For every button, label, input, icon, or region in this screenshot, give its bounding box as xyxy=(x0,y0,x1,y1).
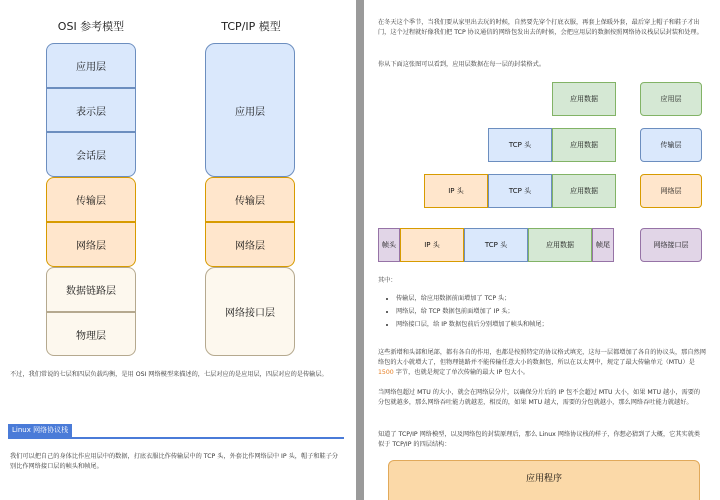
mtu-text-a: 这些新增和头部和尾部，都有各自的作用，也都是按照特定的协议格式填充，这每一层都增加了各自的协议头，那自然网络包的大小就增大了，但物理链路并不能传输任意大小的数据包，所以在以太网中，规定了最大传输单元（MTU）是 xyxy=(378,349,706,366)
encap-app-data-4: 应用数据 xyxy=(528,228,592,262)
label-application-layer: 应用层 xyxy=(640,82,702,116)
right-page xyxy=(364,0,720,500)
encap-bullet-list xyxy=(388,292,706,331)
mtu-value: 1500 xyxy=(378,369,394,376)
encap-app-data-2: 应用数据 xyxy=(552,128,616,162)
encap-frame-tail: 帧尾 xyxy=(592,228,614,262)
osi-session-layer: 会话层 xyxy=(46,132,136,177)
encap-app-data-1: 应用数据 xyxy=(552,82,616,116)
tcpip-application-layer: 应用层 xyxy=(205,43,295,177)
mtu-text-b: 字节，也就是规定了单次传输的最大 IP 包大小。 xyxy=(395,369,529,376)
bullet-item: • 网络层，给 TCP 数据包前面增加了 IP 头； xyxy=(396,305,706,318)
paragraph-load-balancing: 不过，我们常说的七层和四层负载均衡，是用 OSI 网络模型来描述的，七层对应的是应用层，四层对应的是传输层。 xyxy=(10,371,328,378)
encap-tcp-head-4: TCP 头 xyxy=(464,228,528,262)
application-program-label: 应用程序 xyxy=(525,474,562,484)
paragraph-linux-stack: 知道了 TCP/IP 网络模型，以及网络包的封装原理后，那么 Linux 网络协议栈的样子，你想必猜到了大概，它其实就类似于 TCP/IP 的四层结构： xyxy=(378,431,701,448)
section-heading: Linux 网络协议栈 xyxy=(8,424,72,437)
application-program-box xyxy=(388,460,700,500)
label-network-layer: 网络层 xyxy=(640,174,702,208)
osi-model-title: OSI 参考模型 xyxy=(57,20,125,33)
bullet-item: • 传输层，给应用数据前面增加了 TCP 头； xyxy=(396,292,706,305)
osi-physical-layer: 物理层 xyxy=(46,312,136,356)
encap-app-data-3: 应用数据 xyxy=(552,174,616,208)
paragraph-clothing-analogy: 我们可以把自己的身体比作应用层中的数据，打底衣服比作传输层中的 TCP 头，外套比作网络层中 IP 头，帽子和鞋子分别比作网络接口层的帧头和帧尾。 xyxy=(10,453,339,470)
tcpip-transport-layer: 传输层 xyxy=(205,177,295,222)
osi-presentation-layer: 表示层 xyxy=(46,88,136,132)
osi-network-layer: 网络层 xyxy=(46,222,136,267)
label-transport-layer: 传输层 xyxy=(640,128,702,162)
encap-tcp-head-2: TCP 头 xyxy=(488,128,552,162)
section-heading-bar xyxy=(8,424,344,439)
encap-ip-head-3: IP 头 xyxy=(424,174,488,208)
tcpip-model-title: TCP/IP 模型 xyxy=(221,20,281,33)
label-link-layer: 网络接口层 xyxy=(640,228,702,262)
bullet-item: • 网络接口层，给 IP 数据包前后分别增加了帧头和帧尾； xyxy=(396,318,706,331)
encap-ip-head-4: IP 头 xyxy=(400,228,464,262)
paragraph-encap-intro: 你从下面这张图可以看到，应用层数据在每一层的封装格式。 xyxy=(378,61,546,68)
tcpip-link-layer: 网络接口层 xyxy=(205,267,295,356)
osi-application-layer: 应用层 xyxy=(46,43,136,88)
osi-transport-layer: 传输层 xyxy=(46,177,136,222)
osi-datalink-layer: 数据链路层 xyxy=(46,267,136,312)
paragraph-winter-analogy: 在冬天这个季节，当我们要从家里出去玩的时候，自然要先穿个打底衣服，再套上保暖外套，最后穿上帽子和鞋子才出门，这个过程就好像我们把 TCP 协议通信的网络包发出去的时候，会把应用层的数据按照网络协议栈层层封装和处理。 xyxy=(378,19,703,36)
left-page xyxy=(0,0,356,500)
encap-tcp-head-3: TCP 头 xyxy=(488,174,552,208)
where-label: 其中： xyxy=(378,277,397,284)
paragraph-mtu xyxy=(378,348,706,378)
tcpip-network-layer: 网络层 xyxy=(205,222,295,267)
paragraph-fragmentation: 当网络包超过 MTU 的大小，就会在网络层分片，以确保分片后的 IP 包不会超过 MTU 大小，如果 MTU 越小，需要的分包就越多，那么网络吞吐能力就越差，相反的，如果 MTU 越大，需要的分包就越小，那么网络吞吐能力就越好。 xyxy=(378,389,701,406)
encap-frame-head: 帧头 xyxy=(378,228,400,262)
